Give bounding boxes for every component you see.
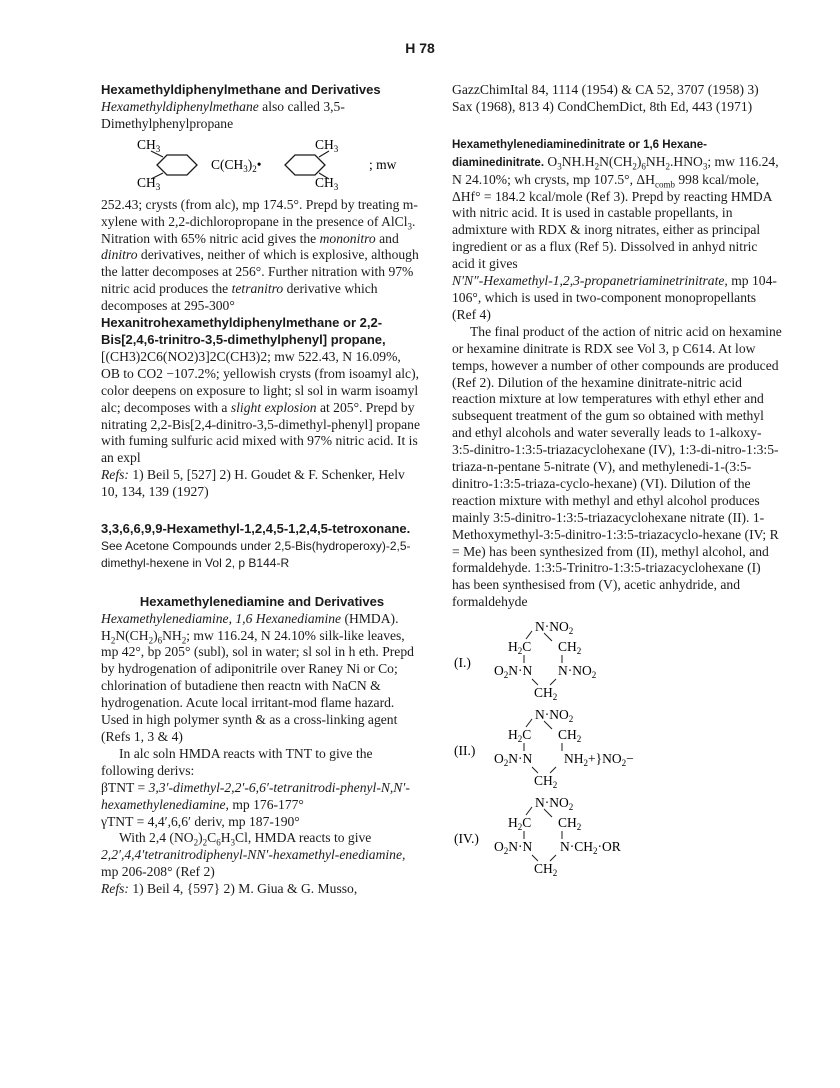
struct1-mw-label: ; mw — [369, 156, 397, 172]
svg-text:CH2: $CH_2$ — [534, 773, 558, 790]
page-number: H 78 — [405, 40, 435, 56]
svg-text:CH3: $CH_3$ — [137, 136, 161, 154]
left-column — [101, 82, 423, 898]
alt-name-paragraph — [101, 99, 423, 133]
structure-II — [452, 705, 782, 789]
heading-hexamethylenediamine: Hexamethylenediamine and Derivatives — [139, 593, 385, 609]
structure-II-label: (II.) — [454, 743, 476, 759]
svg-text:CH2: $CH_2$ — [558, 815, 582, 833]
svg-text:N·NO2: $N\cdot NO_2$ — [535, 619, 574, 637]
heading-hexamethyldiphenylmethane: Hexamethyldiphenylmethane and Derivatives — [101, 82, 381, 97]
structure-I-label: (I.) — [454, 655, 471, 671]
svg-text:CH2: $CH_2$ — [558, 639, 582, 657]
trinitrate-entry: N′N″-Hexamethyl-1,2,3-propanetriaminetrinitrate, mp 104-106°, which is used in two-component monopropellants (Ref 4) — [452, 273, 777, 322]
hmda-description: Hexamethylenediamine, 1,6 Hexanediamine (HMDA). $H_2N(CH_2)_6NH_2$; mw 116.24, N 24.10% silk-like leaves, mp 42°, bp 205° (subl), sol in water; sl sol in h eth. Prepd by hydrogenation of adiponitrile over Raney Ni or Co; chlorination of butadiene then reactn with NaCN & hydrogenation. Acute local irritant-mod flame hazard. Used in high polymer synth & as a cross-linking agent (Refs 1, 3 & 4) — [101, 610, 414, 744]
hmda-chlorobenzene-paragraph: With 2,4 $(NO_2)_2C_6H_3Cl$, HMDA reacts to give 2,2′,4,4′tetranitrodiphenyl-NN′-hexamethyl-enediamine, mp 206-208° (Ref 2) — [101, 830, 406, 880]
svg-text:N·CH2·OR: $N\cdot CH_2\cdot OR$ — [560, 839, 621, 857]
struct1-ch3-top-left: CH — [137, 136, 156, 152]
svg-text:CH3: $CH_3$ — [137, 174, 161, 192]
rdx-paragraph: The final product of the action of nitric acid on hexamine or hexamine dinitrate is RDX see Vol 3, p C614. At low temps, however a number of other compounds are produced (Ref 2). Dilution of the hexamine dinitrate-nitric acid reaction mixture at low temperatures with ethyl ether and subsequent treatment of the gum so obtained with methyl and ethyl alcohols and water severally leads to 1-alkoxy-3:5-dinitro-1:3:5-triazacyclohexane (IV), 1:3-di-nitro-1:3:5-triaza-n-pentane 5-nitrate (V), and methylenedi-1-(3:5-dinitro-1:3:5-triaza-cyclo-hexane) (VI). Dilution of the reaction mixture with methyl and ethyl alcohol produces mainly 3:5-dinitro-1:3:5-triazacyclohexane nitrate (II). 1-Methoxymethyl-3:5-dinitro-1:3:5-triazacyclo-hexane (IV; R = Me) has been synthesized from (II), methyl alcohol, and formaldehyde. 1:3:5-Trinitro-1:3:5-triazacyclohexane (I) has been synthesised from (V), acetic anhydride, and formaldehyde — [452, 323, 782, 610]
struct1-ch3-bottom-left: CH — [137, 174, 156, 190]
structure-IV-label: (IV.) — [454, 831, 479, 847]
struct1-ch3-top-right: CH — [315, 136, 334, 152]
alt-name-rest: also called 3,5-Dimethylphenylpropane — [101, 98, 345, 131]
svg-text:O2N·N: $O_2N\cdot N$ — [494, 663, 533, 681]
refs-continuation: GazzChimItal 84, 1114 (1954) & CA 52, 3707 (1958) 3) Sax (1968), 813 4) CondChemDict, 8th Ed, 443 (1971) — [452, 82, 759, 114]
hexamethyldiphenylmethane-description: 252.43; crysts (from alc), mp 174.5°. Prepd by treating m-xylene with 2,2-dichloropropane in the presence of AlCl$_3$. Nitration with 65% nitric acid gives the mononitro and dinitro derivatives, neither of which is explosive, although the latter decomposes at 256°. Further nitration with 97% nitric acid produces the tetranitro derivative which decomposes at 295-300° — [101, 196, 419, 314]
structure-I — [452, 617, 782, 701]
struct1-ch3-bottom-right: CH — [315, 174, 334, 190]
benzene-ring-right — [285, 155, 325, 175]
svg-text:CH2: $CH_2$ — [534, 685, 558, 702]
gamma-tnt-entry: γTNT = 4,4′,6,6′ deriv, mp 187-190° — [101, 813, 300, 829]
structure-IV — [452, 793, 782, 877]
heading-hmda-dinitrate: Hexamethylenediaminedinitrate or 1,6 Hexane-diaminedinitrate. — [452, 138, 708, 169]
svg-text:CH2: $CH_2$ — [534, 861, 558, 878]
struct1-center-group: C(CH — [211, 156, 244, 172]
svg-text:N·NO2: $N\cdot NO_2$ — [535, 707, 574, 725]
benzene-ring-left — [157, 155, 197, 175]
refs-block-2: Refs: 1) Beil 4, {597} 2) M. Giua & G. Musso, — [101, 881, 358, 897]
svg-text:CH3: $CH_3$ — [315, 136, 339, 154]
svg-text:C(CH3)2•: $C(CH_3)_2•$ — [211, 156, 262, 174]
svg-text:O2N·N: $O_2N\cdot N$ — [494, 839, 533, 857]
svg-text:H2C: $H_2C$ — [508, 727, 532, 745]
svg-text:NH2+}NO2−: $NH_2+\}NO_2-$ — [564, 751, 634, 769]
svg-text:N·NO2: $N\cdot NO_2$ — [558, 663, 597, 681]
refs-block-1: Refs: 1) Beil 5, [527] 2) H. Goudet & F. Schenker, Helv 10, 134, 139 (1927) — [101, 467, 405, 500]
structure-diphenylpropane — [101, 137, 423, 193]
heading-hexanitrohexamethyldiphenylmethane: Hexanitrohexamethyldiphenylmethane or 2,2-Bis[2,4,6-trinitro-3,5-dimethylphenyl] propane, — [101, 315, 386, 347]
heading-tetroxonane: 3,3,6,6,9,9-Hexamethyl-1,2,4,5-1,2,4,5-tetroxonane. — [101, 521, 411, 537]
svg-text:H2C: $H_2C$ — [508, 815, 532, 833]
hmda-dinitrate-entry: Hexamethylenediaminedinitrate or 1,6 Hexane-diaminedinitrate. $O_3NH.H_2N(CH_2)_6NH_2.HNO_3$; mw 116.24, N 24.10%; wh crysts, mp 107.5°, $\Delta H_{comb}$ 998 kcal/mole, ΔHf° = 184.2 kcal/mole (Ref 3). Prepd by reacting HMDA with nitric acid. It is used in castable propellants, in admixture with RDX & inorg nitrates, either as principal ingredient or as a flux (Ref 5). Dissolved in anhyd nitric acid it gives — [452, 138, 779, 272]
svg-text:O2N·N: $O_2N\cdot N$ — [494, 751, 533, 769]
beta-tnt-entry: βTNT = 3,3′-dimethyl-2,2′-6,6′-tetranitrodi-phenyl-N,N′-hexamethylenediamine, mp 176-177° — [101, 779, 410, 812]
svg-text:H2C: $H_2C$ — [508, 639, 532, 657]
hexanitro-description: [(CH3)2C6(NO2)3]2C(CH3)2; mw 522.43, N 16.09%, OB to CO2 −107.2%; yellowish crysts (from isoamyl alc), color deepens on exposure to light; sl sol in warm isoamyl alc; decomposes with a slight explosion at 205°. Prepd by nitrating 2,2-Bis[2,4-dinitro-3,5-dimethyl-phenyl] propane with fuming sulfuric acid mixed with 97% nitric acid. It is an expl — [101, 348, 421, 466]
alt-name-italic: Hexamethyldiphenylmethane — [101, 98, 259, 114]
svg-text:CH3: $CH_3$ — [315, 174, 339, 192]
svg-text:CH2: $CH_2$ — [558, 727, 582, 745]
hmda-tnt-paragraph: In alc soln HMDA reacts with TNT to give the following derivs: — [101, 745, 373, 778]
tetroxonane-entry: 3,3,6,6,9,9-Hexamethyl-1,2,4,5-1,2,4,5-tetroxonane. See Acetone Compounds under 2,5-Bis(hydroperoxy)-2,5-dimethyl-hexene in Vol 2, p B144-R — [101, 521, 411, 570]
svg-text:N·NO2: $N\cdot NO_2$ — [535, 795, 574, 813]
right-column — [452, 82, 782, 881]
